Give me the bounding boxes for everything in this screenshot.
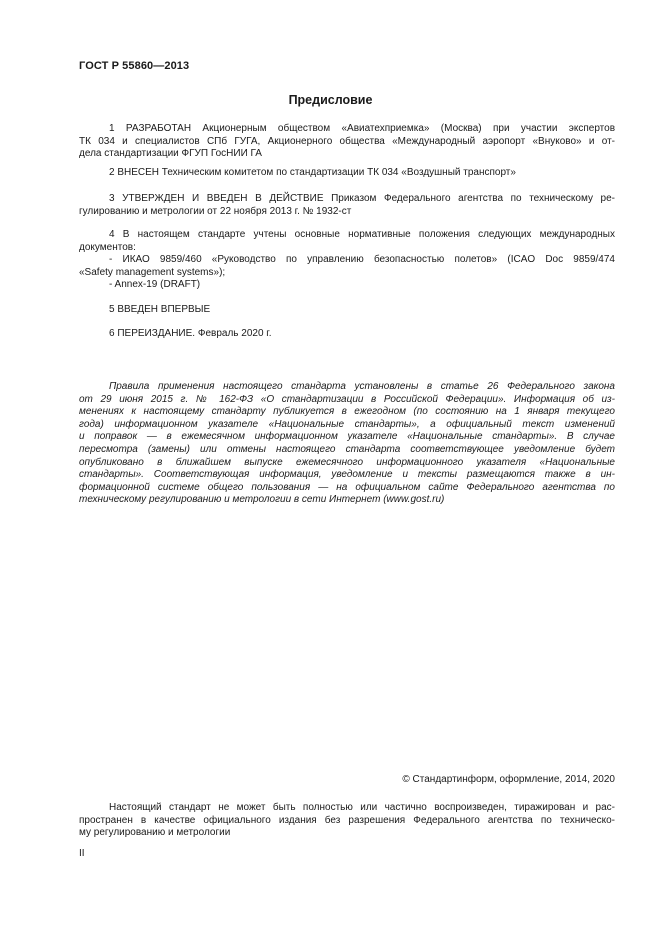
text-line: Правила применения настоящего стандарта установлены в статье 26 Федерального закона bbox=[109, 381, 615, 392]
text-line: «Safety management systems»); bbox=[79, 266, 226, 278]
text-line: пересмотра (замены) или отмены настоящего стандарта соответствующее уведомление будет bbox=[79, 443, 615, 455]
text-line: стандарты». Соответствующая информация, уведомление и тексты размещаются также в ин- bbox=[79, 469, 615, 481]
text-line: 4 В настоящем стандарте учтены основные нормативные положения следующих международных bbox=[109, 229, 615, 240]
paragraph-approved bbox=[79, 193, 615, 218]
text-line: опубликовано в ближайшем выпуске ежемесячного информационного указателя «Национальные bbox=[79, 456, 615, 468]
text-line: менениях к настоящему стандарту публикуется в ежегодном (по состоянию на 1 января текущего bbox=[79, 406, 615, 418]
page-number: II bbox=[79, 848, 85, 859]
text-line: от 29 июня 2015 г. № 162-ФЗ «О стандартизации в Российской Федерации». Информация об из- bbox=[79, 393, 615, 405]
text-line: 1 РАЗРАБОТАН Акционерным обществом «Авиатехприемка» (Москва) при участии экспертов bbox=[109, 123, 615, 134]
text-line: пространен в качестве официального издания без разрешения Федерального агентства по техническо- bbox=[79, 814, 615, 826]
paragraph-international-docs bbox=[79, 229, 615, 292]
text-line: 3 УТВЕРЖДЕН И ВВЕДЕН В ДЕЙСТВИЕ Приказом Федерального агентства по техническому ре- bbox=[109, 193, 615, 204]
text-line: и поправок — в ежемесячном информационном указателе «Национальные стандарты». В случае bbox=[79, 431, 615, 443]
text-line: 5 ВВЕДЕН ВПЕРВЫЕ bbox=[109, 304, 211, 315]
page-title: Предисловие bbox=[288, 93, 373, 107]
paragraph-introduced-by bbox=[79, 167, 615, 180]
text-line: му регулированию и метрологии bbox=[79, 827, 231, 839]
text-line: гулированию и метрологии от 22 ноября 2013 г. № 1932-ст bbox=[79, 205, 352, 217]
copyright bbox=[79, 774, 615, 787]
text-line: - Annex-19 (DRAFT) bbox=[109, 279, 201, 291]
reproduction-notice bbox=[79, 802, 615, 840]
standard-code: ГОСТ Р 55860—2013 bbox=[79, 60, 190, 72]
paragraph-developed-by bbox=[79, 123, 615, 161]
copyright-text: © Стандартинформ, оформление, 2014, 2020 bbox=[402, 774, 615, 785]
text-line: Настоящий стандарт не может быть полностью или частично воспроизведен, тиражирован и рас- bbox=[109, 802, 615, 813]
text-line: 2 ВНЕСЕН Техническим комитетом по стандартизации ТК 034 «Воздушный транспорт» bbox=[109, 167, 516, 178]
text-line: формационной системе общего пользования — на официальном сайте Федерального агентства по bbox=[79, 481, 615, 493]
text-line: техническому регулированию и метрологии в сети Интернет (www.gost.ru) bbox=[79, 494, 445, 506]
text-line: ТК 034 и специалистов СПб ГУГА, Акционерного общества «Международный аэропорт «Внуково» и от- bbox=[79, 135, 615, 147]
text-line: документов: bbox=[79, 241, 136, 253]
paragraph-first-introduced bbox=[79, 304, 615, 317]
text-line: года) информационном указателе «Национальные стандарты», а официальный текст изменений bbox=[79, 418, 615, 430]
text-line: 6 ПЕРЕИЗДАНИЕ. Февраль 2020 г. bbox=[109, 328, 272, 339]
standard-application-notice bbox=[79, 381, 615, 507]
text-line: - ИКАО 9859/460 «Руководство по управлению безопасностью полетов» (ICAO Doc 9859/474 bbox=[109, 254, 615, 266]
text-line: дела стандартизации ФГУП ГосНИИ ГА bbox=[79, 148, 262, 160]
paragraph-reissue bbox=[79, 328, 615, 341]
